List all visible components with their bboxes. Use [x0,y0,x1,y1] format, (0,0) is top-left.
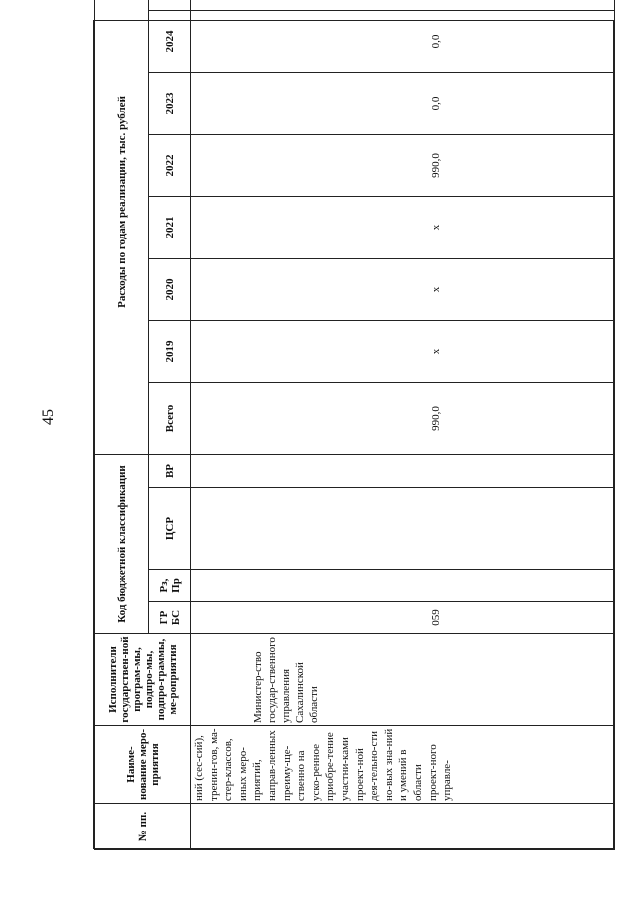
rotated-table-container [94,21,615,850]
row-value-2024: 0,0 [191,11,615,73]
header-year-2022: 2022 [149,135,191,197]
header-year-2021: 2021 [149,197,191,259]
header-num: № пп. [95,804,191,850]
row-num [191,804,615,850]
header-expenses: Расходы по годам реализации, тыс. рублей [95,0,149,455]
header-rzpr: Рз, Пр [149,570,191,602]
budget-table-frame [93,20,614,849]
header-year-2020: 2020 [149,259,191,321]
row-value-2021: х [191,197,615,259]
row-grbs: 059 [191,602,615,634]
header-year-2019: 2019 [149,321,191,383]
row-csr [191,488,615,570]
header-name: Наиме-нование меро-приятия [95,726,191,804]
header-grbs: ГР БС [149,602,191,634]
header-budget-code: Код бюджетной классификации [95,455,149,634]
header-year-2023: 2023 [149,73,191,135]
header-total: Всего [149,383,191,455]
row-value-2019: х [191,321,615,383]
header-year-2024: 2024 [149,11,191,73]
row-value-2022: 990,0 [191,135,615,197]
row-vr [191,455,615,488]
table-row [191,0,615,850]
header-executor: Исполнители государствен-ной програм-мы, подпро-мы, подпро-граммы, ме-роприятия [95,634,191,726]
row-value-2023: 0,0 [191,73,615,135]
header-vr: ВР [149,455,191,488]
row-name: ний (сес-сий), тренин-гов, ма-стер-классов, иных меро-приятий, направ-ленных преиму-ще-ственно на уско-ренное приобре-тение участни-ками проект-ной дея-тельно-сти но-вых зна-ний и умений в области проект-ного управле- [191,726,615,804]
row-value-2020: х [191,259,615,321]
row-executor: Министер-ство государ-ственного управления Сахалинской области [191,634,615,726]
budget-table [94,0,615,850]
row-rzpr [191,570,615,602]
row-value-2025 [191,0,615,11]
page-number: 45 [40,409,57,425]
row-total: 990,0 [191,383,615,455]
header-year-2025 [149,0,191,11]
header-csr: ЦСР [149,488,191,570]
